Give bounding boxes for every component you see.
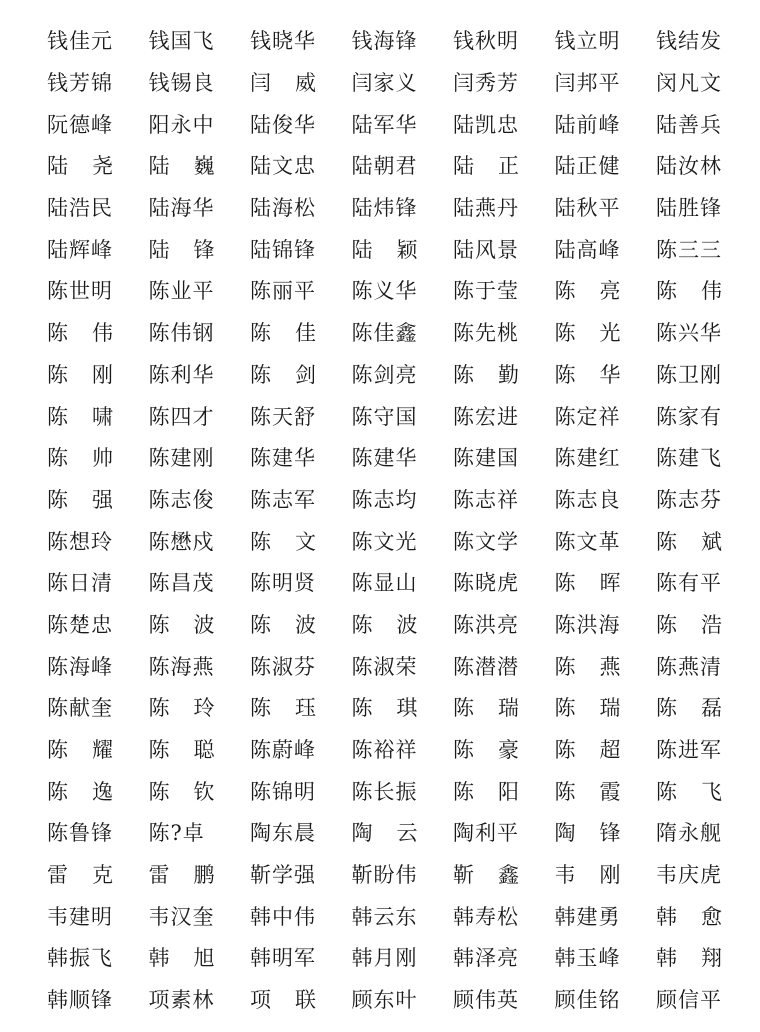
name-cell: 陈 华 — [554, 362, 621, 387]
name-cell: 钱芳锦 — [47, 71, 113, 96]
name-cell: 陆燕丹 — [453, 196, 519, 221]
name-cell: 陈晓虎 — [453, 571, 519, 596]
name-cell: 陈潜潜 — [453, 654, 519, 679]
name-cell: 陈志军 — [250, 487, 316, 512]
name-cell: 陈世明 — [47, 279, 113, 304]
name-cell: 闫邦平 — [554, 71, 621, 96]
name-cell: 陈洪亮 — [453, 612, 519, 637]
name-cell: 陈鲁锋 — [47, 821, 113, 846]
name-cell: 陈兴华 — [656, 321, 722, 346]
name-cell: 陈三三 — [656, 237, 722, 262]
name-cell: 陈 刚 — [47, 362, 113, 387]
name-cell: 陈 啸 — [47, 404, 113, 429]
name-cell: 陆辉峰 — [47, 237, 113, 262]
name-cell: 陈懋戍 — [148, 529, 215, 554]
name-cell: 陈 耀 — [47, 738, 113, 763]
name-cell: 陈建刚 — [148, 446, 215, 471]
name-cell: 陈洪海 — [554, 612, 621, 637]
name-cell: 陈建华 — [351, 446, 418, 471]
name-cell: 陈宏进 — [453, 404, 519, 429]
name-cell: 陈先桃 — [453, 321, 519, 346]
name-cell: 陆海华 — [148, 196, 215, 221]
name-cell: 陈志祥 — [453, 487, 519, 512]
name-cell: 陈 超 — [554, 738, 621, 763]
name-cell: 陈建飞 — [656, 446, 722, 471]
name-cell: 陆锦锋 — [250, 237, 316, 262]
name-cell: 钱佳元 — [47, 29, 113, 54]
name-cell: 陈志俊 — [148, 487, 215, 512]
name-cell: 陆正健 — [554, 154, 621, 179]
name-cell: 陆善兵 — [656, 112, 722, 137]
name-cell: 陈卫刚 — [656, 362, 722, 387]
name-cell: 陈建国 — [453, 446, 519, 471]
name-cell: 韩云东 — [351, 904, 418, 929]
name-cell: 陆风景 — [453, 237, 519, 262]
name-cell: 顾东叶 — [351, 988, 418, 1013]
name-cell: 陈 阳 — [453, 779, 519, 804]
name-cell: 闫 威 — [250, 71, 316, 96]
name-cell: 韩 愈 — [656, 904, 722, 929]
name-cell: 陈建红 — [554, 446, 621, 471]
name-cell: 靳 鑫 — [453, 863, 519, 888]
name-cell: 韩寿松 — [453, 904, 519, 929]
name-cell: 韦建明 — [47, 904, 113, 929]
name-cell: 陆俊华 — [250, 112, 316, 137]
name-cell: 陈 波 — [148, 612, 215, 637]
name-cell: 韩中伟 — [250, 904, 316, 929]
name-cell: 韩泽亮 — [453, 946, 519, 971]
name-cell: 陆高峰 — [554, 237, 621, 262]
name-cell: 陆 颖 — [351, 237, 418, 262]
name-cell: 陆朝君 — [351, 154, 418, 179]
name-cell: 陈 浩 — [656, 612, 722, 637]
name-cell: 陈四才 — [148, 404, 215, 429]
name-cell: 钱国飞 — [148, 29, 215, 54]
name-cell: 陈剑亮 — [351, 362, 418, 387]
name-cell: 陈定祥 — [554, 404, 621, 429]
name-cell: 韦汉奎 — [148, 904, 215, 929]
name-cell: 陈楚忠 — [47, 612, 113, 637]
name-cell: 陆凯忠 — [453, 112, 519, 137]
name-cell: 雷 鹏 — [148, 863, 215, 888]
name-cell: 陆海松 — [250, 196, 316, 221]
name-cell: 陈裕祥 — [351, 738, 418, 763]
name-cell: 陈海燕 — [148, 654, 215, 679]
name-cell: 陈日清 — [47, 571, 113, 596]
name-cell: 韦庆虎 — [656, 863, 722, 888]
name-cell: 陈 斌 — [656, 529, 722, 554]
name-cell: 陈文革 — [554, 529, 621, 554]
name-cell: 陈佳鑫 — [351, 321, 418, 346]
name-cell: 陆 正 — [453, 154, 519, 179]
name-cell: 陈文学 — [453, 529, 519, 554]
name-cell: 陈锦明 — [250, 779, 316, 804]
name-cell: 陈丽平 — [250, 279, 316, 304]
name-cell: 阮德峰 — [47, 112, 113, 137]
name-cell: 隋永舰 — [656, 821, 722, 846]
name-cell: 陈志均 — [351, 487, 418, 512]
name-cell: 陶利平 — [453, 821, 519, 846]
name-cell: 陈明贤 — [250, 571, 316, 596]
name-cell: 陈 钦 — [148, 779, 215, 804]
name-cell: 陈 波 — [250, 612, 316, 637]
name-cell: 陆 巍 — [148, 154, 215, 179]
name-cell: 陶 锋 — [554, 821, 621, 846]
name-cell: 靳盼伟 — [351, 863, 418, 888]
name-cell: 陈 珏 — [250, 696, 316, 721]
name-cell: 陆 锋 — [148, 237, 215, 262]
name-cell: 陈义华 — [351, 279, 418, 304]
name-cell: 陈 伟 — [47, 321, 113, 346]
name-cell: 陈海峰 — [47, 654, 113, 679]
name-cell: 陆 尧 — [47, 154, 113, 179]
name-cell: 陈蔚峰 — [250, 738, 316, 763]
name-cell: 顾信平 — [656, 988, 722, 1013]
name-cell: 陶 云 — [351, 821, 418, 846]
name-cell: 陈 亮 — [554, 279, 621, 304]
name-cell: 韩振飞 — [47, 946, 113, 971]
name-cell: 陈献奎 — [47, 696, 113, 721]
name-cell: 陈业平 — [148, 279, 215, 304]
name-cell: 陆浩民 — [47, 196, 113, 221]
name-cell: 陈天舒 — [250, 404, 316, 429]
name-cell: 韩玉峰 — [554, 946, 621, 971]
name-cell: 陈 飞 — [656, 779, 722, 804]
name-cell: 陈 文 — [250, 529, 316, 554]
name-cell: 陈 瑞 — [453, 696, 519, 721]
name-cell: 陈 佳 — [250, 321, 316, 346]
name-cell: 陈 强 — [47, 487, 113, 512]
name-cell: 陆汝林 — [656, 154, 722, 179]
name-cell: 陈淑荣 — [351, 654, 418, 679]
name-cell: 陈有平 — [656, 571, 722, 596]
name-cell: 陈文光 — [351, 529, 418, 554]
name-cell: 陈 磊 — [656, 696, 722, 721]
name-cell: 陈伟钢 — [148, 321, 215, 346]
name-cell: 陈?卓 — [148, 821, 205, 846]
name-cell: 阳永中 — [148, 112, 215, 137]
name-cell: 陈 逸 — [47, 779, 113, 804]
name-cell: 陈 光 — [554, 321, 621, 346]
name-cell: 陈 波 — [351, 612, 418, 637]
name-cell: 顾伟英 — [453, 988, 519, 1013]
name-cell: 钱立明 — [554, 29, 621, 54]
name-cell: 雷 克 — [47, 863, 113, 888]
name-cell: 项素林 — [148, 988, 215, 1013]
name-cell: 闫家义 — [351, 71, 418, 96]
name-cell: 闫秀芳 — [453, 71, 519, 96]
name-cell: 陈昌茂 — [148, 571, 215, 596]
name-cell: 陈 帅 — [47, 446, 113, 471]
name-cell: 韩 翔 — [656, 946, 722, 971]
name-cell: 钱结发 — [656, 29, 722, 54]
name-cell: 陈志良 — [554, 487, 621, 512]
name-cell: 韩 旭 — [148, 946, 215, 971]
name-cell: 钱海锋 — [351, 29, 418, 54]
name-cell: 靳学强 — [250, 863, 316, 888]
name-cell: 陈 瑞 — [554, 696, 621, 721]
name-cell: 陆文忠 — [250, 154, 316, 179]
name-cell: 陈利华 — [148, 362, 215, 387]
name-cell: 陆前峰 — [554, 112, 621, 137]
name-cell: 韩月刚 — [351, 946, 418, 971]
name-cell: 韩顺锋 — [47, 988, 113, 1013]
name-cell: 陈进军 — [656, 738, 722, 763]
name-cell: 陈想玲 — [47, 529, 113, 554]
name-cell: 陈家有 — [656, 404, 722, 429]
name-cell: 陶东晨 — [250, 821, 316, 846]
name-cell: 陈 豪 — [453, 738, 519, 763]
name-cell: 闵凡文 — [656, 71, 722, 96]
name-cell: 陈淑芬 — [250, 654, 316, 679]
name-cell: 陈志芬 — [656, 487, 722, 512]
name-cell: 陈 聪 — [148, 738, 215, 763]
name-cell: 钱锡良 — [148, 71, 215, 96]
name-cell: 陈 勤 — [453, 362, 519, 387]
name-cell: 韩建勇 — [554, 904, 621, 929]
name-cell: 陈 玲 — [148, 696, 215, 721]
name-cell: 陆炜锋 — [351, 196, 418, 221]
name-cell: 顾佳铭 — [554, 988, 621, 1013]
name-list-grid — [47, 21, 737, 1022]
name-cell: 陈于莹 — [453, 279, 519, 304]
name-cell: 钱晓华 — [250, 29, 316, 54]
name-cell: 陈建华 — [250, 446, 316, 471]
name-cell: 项 联 — [250, 988, 316, 1013]
name-cell: 陈 琪 — [351, 696, 418, 721]
name-cell: 陆秋平 — [554, 196, 621, 221]
name-cell: 陆胜锋 — [656, 196, 722, 221]
name-cell: 陈燕清 — [656, 654, 722, 679]
name-cell: 韩明军 — [250, 946, 316, 971]
name-cell: 陈守国 — [351, 404, 418, 429]
name-cell: 陈 伟 — [656, 279, 722, 304]
name-cell: 陈 剑 — [250, 362, 316, 387]
name-cell: 韦 刚 — [554, 863, 621, 888]
name-cell: 陆军华 — [351, 112, 418, 137]
name-cell: 陈 晖 — [554, 571, 621, 596]
name-cell: 陈 燕 — [554, 654, 621, 679]
name-cell: 陈长振 — [351, 779, 418, 804]
name-cell: 陈 霞 — [554, 779, 621, 804]
name-cell: 陈显山 — [351, 571, 418, 596]
name-cell: 钱秋明 — [453, 29, 519, 54]
